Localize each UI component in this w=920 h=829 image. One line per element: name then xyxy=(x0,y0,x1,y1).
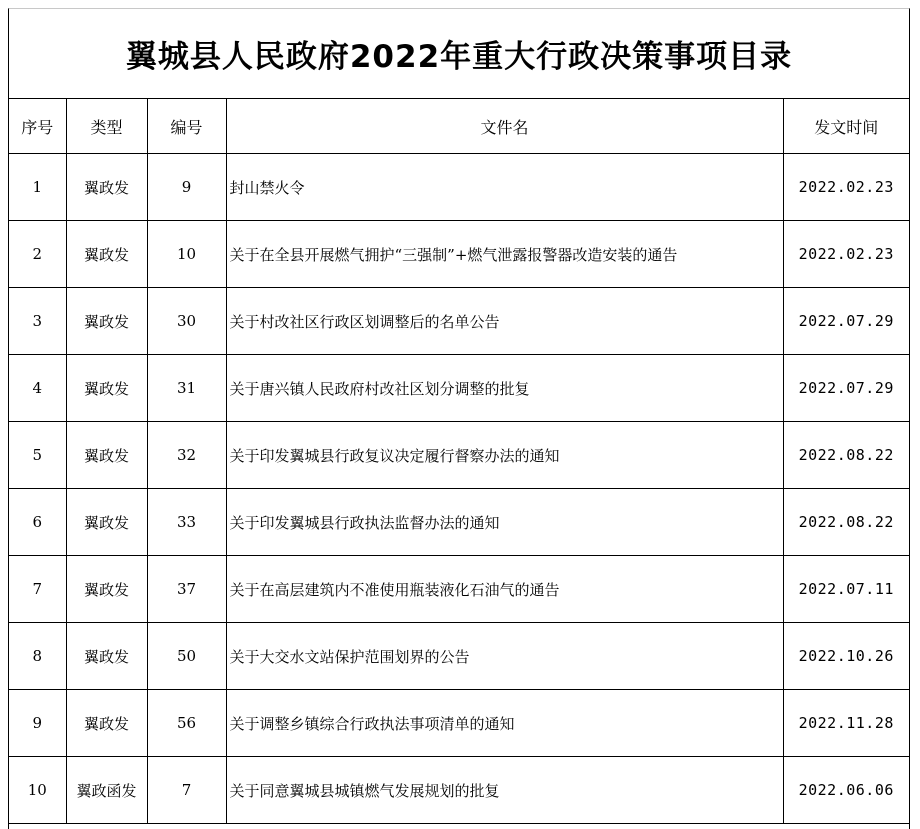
cell-name: 关于印发翼城县行政复议决定履行督察办法的通知 xyxy=(226,422,783,489)
cell-name: 关于大交水文站保护范围划界的公告 xyxy=(226,623,783,690)
cell-type: 翼政发 xyxy=(66,623,147,690)
cell-name: 关于唐兴镇人民政府村改社区划分调整的批复 xyxy=(226,355,783,422)
table-row xyxy=(9,489,909,556)
document-sheet xyxy=(8,8,910,829)
header-seq: 序号 xyxy=(9,99,66,154)
header-date: 发文时间 xyxy=(783,99,909,154)
cell-num: 50 xyxy=(147,623,226,690)
table-row xyxy=(9,556,909,623)
table-row xyxy=(9,288,909,355)
header-row xyxy=(9,99,909,154)
cell-date: 2022.07.29 xyxy=(783,288,909,355)
cell-date: 2022.02.23 xyxy=(783,221,909,288)
header-name: 文件名 xyxy=(226,99,783,154)
cell-num: 10 xyxy=(147,221,226,288)
table-row xyxy=(9,355,909,422)
cell-name: 关于在全县开展燃气拥护“三强制”+燃气泄露报警器改造安装的通告 xyxy=(226,221,783,288)
cell-type: 翼政发 xyxy=(66,556,147,623)
cell-type: 翼政发 xyxy=(66,690,147,757)
cell-seq: 10 xyxy=(9,757,66,824)
cell-num: 7 xyxy=(147,757,226,824)
table-row xyxy=(9,690,909,757)
cell-seq: 9 xyxy=(9,690,66,757)
table-row xyxy=(9,623,909,690)
cell-name: 封山禁火令 xyxy=(226,154,783,221)
cell-num: 31 xyxy=(147,355,226,422)
cell-seq: 6 xyxy=(9,489,66,556)
cell-num: 56 xyxy=(147,690,226,757)
table-row xyxy=(9,757,909,824)
cell-seq: 2 xyxy=(9,221,66,288)
cell-type: 翼政发 xyxy=(66,221,147,288)
cell-name: 关于村改社区行政区划调整后的名单公告 xyxy=(226,288,783,355)
cell-seq: 8 xyxy=(9,623,66,690)
document-title: 翼城县人民政府2022年重大行政决策事项目录 xyxy=(9,9,909,99)
cell-name: 关于印发翼城县行政执法监督办法的通知 xyxy=(226,489,783,556)
cell-date: 2022.08.22 xyxy=(783,422,909,489)
cell-type: 翼政发 xyxy=(66,422,147,489)
cell-name: 关于调整乡镇综合行政执法事项清单的通知 xyxy=(226,690,783,757)
cell-date: 2022.06.06 xyxy=(783,757,909,824)
cell-num: 33 xyxy=(147,489,226,556)
cell-date: 2022.07.11 xyxy=(783,556,909,623)
table-row xyxy=(9,154,909,221)
cell-type: 翼政函发 xyxy=(66,757,147,824)
table-row xyxy=(9,221,909,288)
cell-date: 2022.11.28 xyxy=(783,690,909,757)
cell-date: 2022.08.22 xyxy=(783,489,909,556)
cell-num: 30 xyxy=(147,288,226,355)
cell-seq: 1 xyxy=(9,154,66,221)
cell-name: 关于同意翼城县城镇燃气发展规划的批复 xyxy=(226,757,783,824)
cell-type: 翼政发 xyxy=(66,288,147,355)
cell-type: 翼政发 xyxy=(66,355,147,422)
cell-type: 翼政发 xyxy=(66,154,147,221)
table-row xyxy=(9,422,909,489)
cell-date: 2022.02.23 xyxy=(783,154,909,221)
cell-type: 翼政发 xyxy=(66,489,147,556)
decision-table xyxy=(9,99,909,824)
cell-date: 2022.07.29 xyxy=(783,355,909,422)
cell-name: 关于在高层建筑内不准使用瓶装液化石油气的通告 xyxy=(226,556,783,623)
cell-seq: 4 xyxy=(9,355,66,422)
cell-num: 37 xyxy=(147,556,226,623)
header-num: 编号 xyxy=(147,99,226,154)
cell-date: 2022.10.26 xyxy=(783,623,909,690)
cell-seq: 7 xyxy=(9,556,66,623)
cell-seq: 5 xyxy=(9,422,66,489)
cell-num: 9 xyxy=(147,154,226,221)
cell-num: 32 xyxy=(147,422,226,489)
header-type: 类型 xyxy=(66,99,147,154)
cell-seq: 3 xyxy=(9,288,66,355)
